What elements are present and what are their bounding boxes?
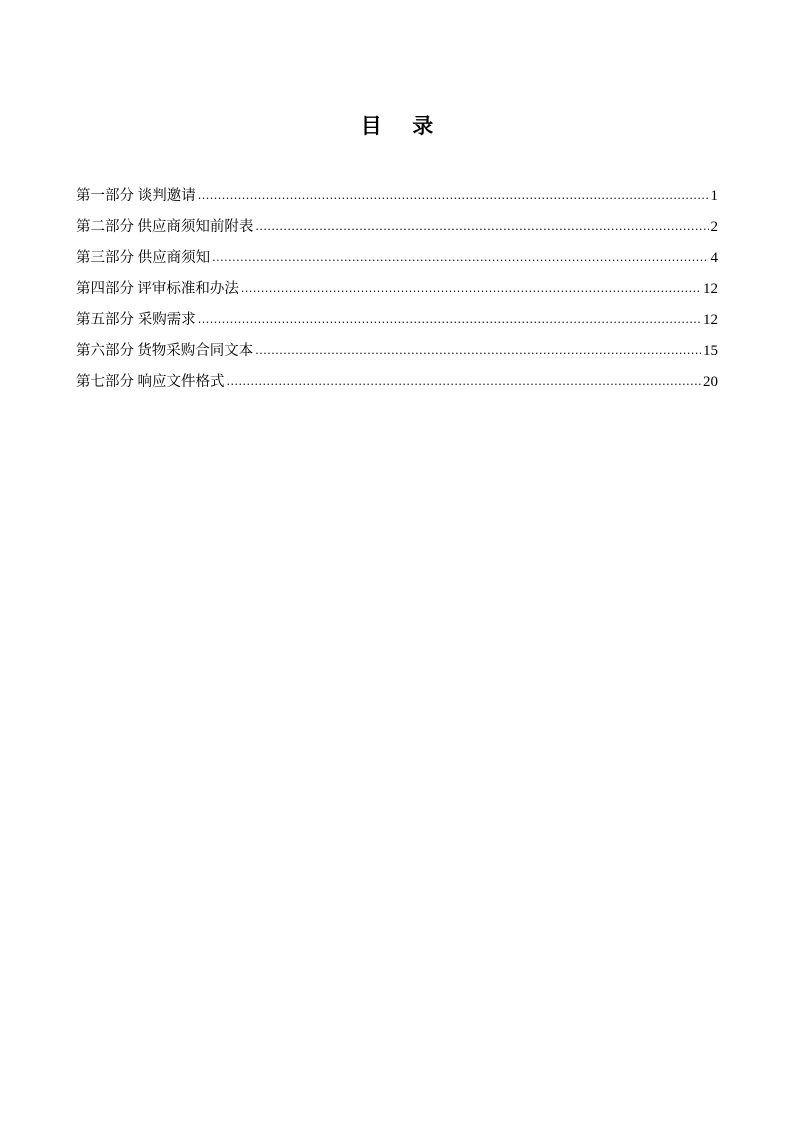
toc-dot-leader (255, 335, 701, 366)
table-of-contents (76, 181, 718, 398)
toc-page-number: 15 (703, 343, 718, 359)
toc-part-label: 第一部分 (76, 188, 134, 204)
toc-page-number: 12 (703, 312, 718, 328)
toc-section-name: 供应商须知 (137, 250, 211, 266)
toc-entry[interactable] (76, 305, 718, 336)
toc-dot-leader (198, 180, 709, 211)
toc-part-label: 第四部分 (76, 281, 134, 297)
toc-page-number: 12 (703, 281, 718, 297)
toc-entry[interactable] (76, 367, 718, 398)
toc-section-name: 供应商须知前附表 (137, 219, 254, 235)
toc-part-label: 第七部分 (76, 374, 134, 390)
toc-page-number: 1 (710, 188, 718, 204)
toc-dot-leader (255, 211, 708, 242)
toc-entry[interactable] (76, 274, 718, 305)
toc-section-name: 谈判邀请 (137, 188, 196, 204)
toc-section-name: 采购需求 (137, 312, 196, 328)
toc-part-label: 第三部分 (76, 250, 134, 266)
toc-section-name: 评审标准和办法 (137, 281, 239, 297)
page-title: 目 录 (360, 114, 445, 138)
toc-entry[interactable] (76, 336, 718, 367)
toc-entry[interactable] (76, 181, 718, 212)
toc-dot-leader (198, 304, 701, 335)
toc-dot-leader (227, 366, 701, 397)
toc-entry[interactable] (76, 212, 718, 243)
toc-section-name: 货物采购合同文本 (137, 343, 254, 359)
toc-page-number: 2 (710, 219, 718, 235)
toc-dot-leader (241, 273, 701, 304)
toc-entry[interactable] (76, 243, 718, 274)
toc-dot-leader (212, 242, 708, 273)
toc-section-name: 响应文件格式 (137, 374, 225, 390)
toc-part-label: 第五部分 (76, 312, 134, 328)
toc-part-label: 第六部分 (76, 343, 134, 359)
toc-part-label: 第二部分 (76, 219, 134, 235)
toc-page-number: 20 (703, 374, 718, 390)
toc-page-number: 4 (710, 250, 718, 266)
